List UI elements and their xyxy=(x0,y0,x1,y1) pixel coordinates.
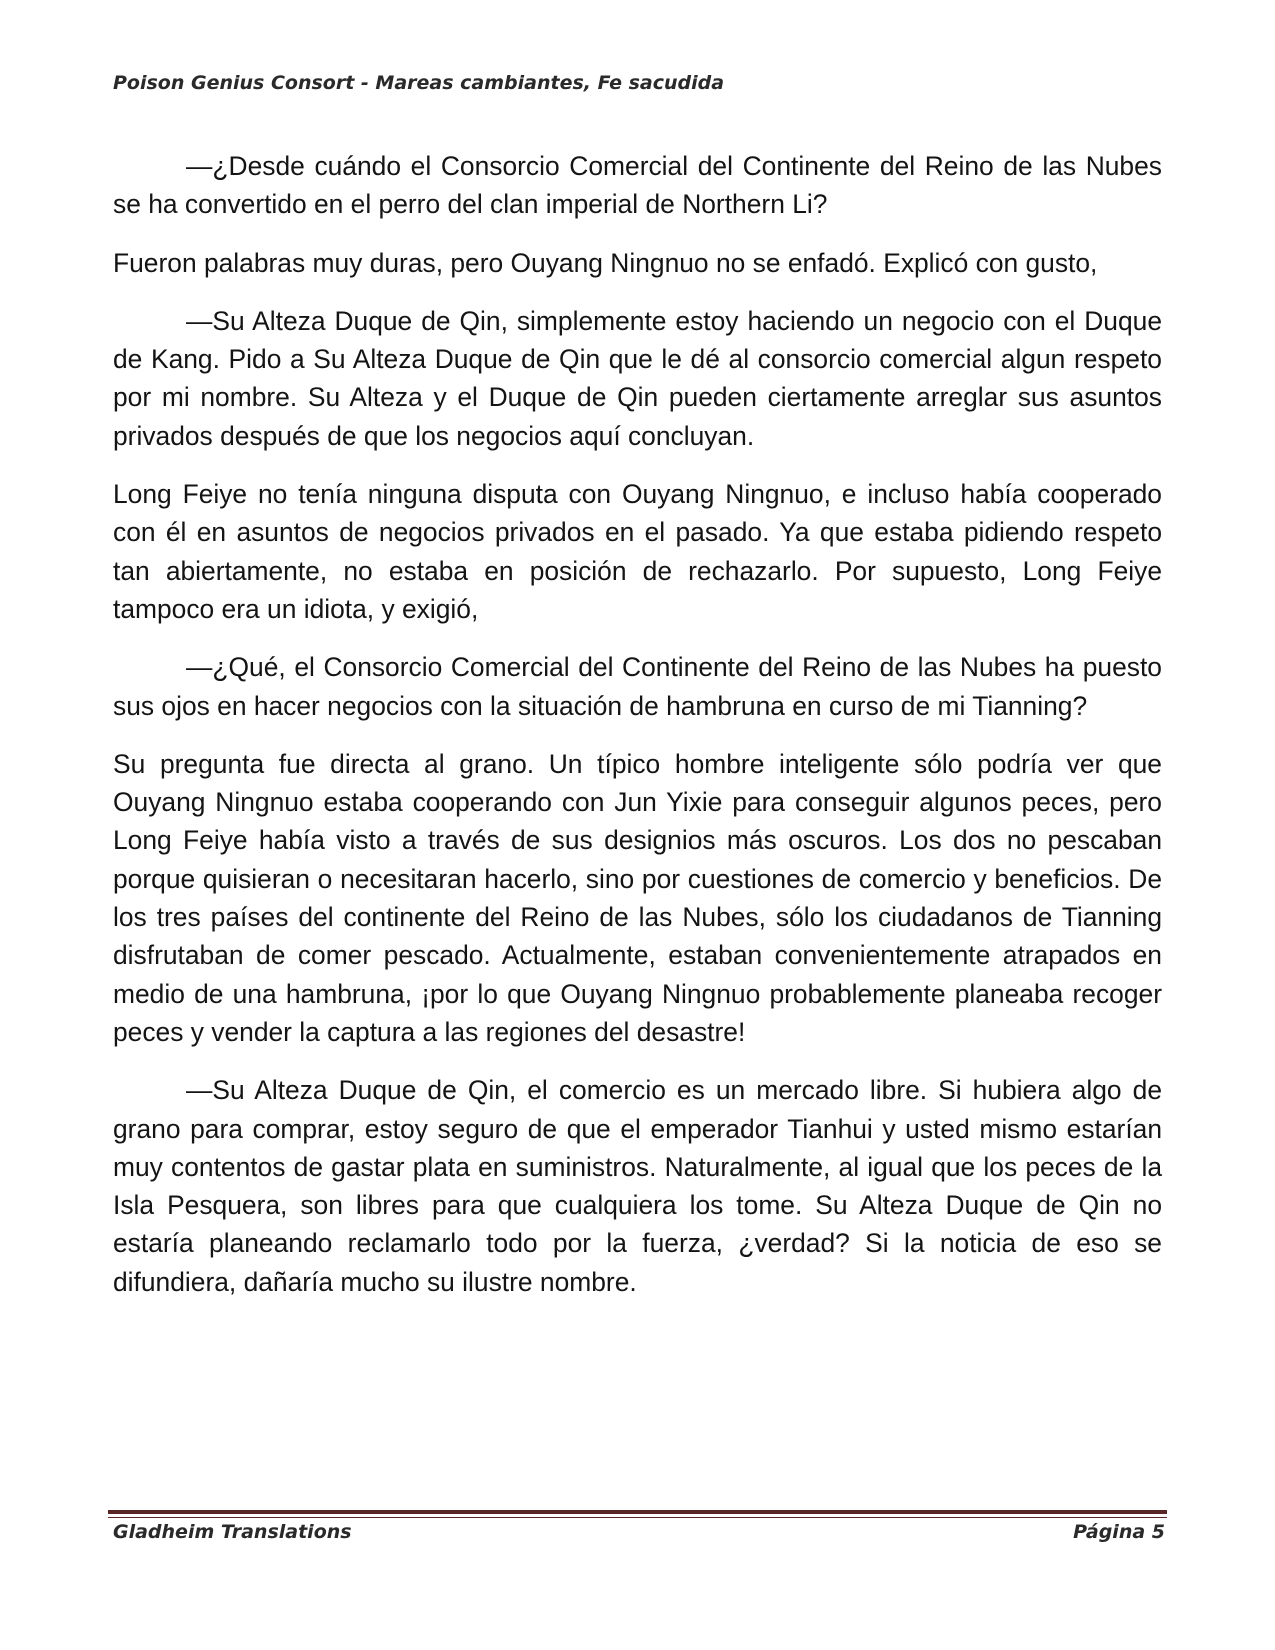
paragraph-narration: Su pregunta fue directa al grano. Un típico hombre inteligente sólo podría ver que Ouyang Ningnuo estaba cooperando con Jun Yixie para conseguir algunos peces, pero Long Feiye había visto a través de sus designios más oscuros. Los dos no pescaban porque quisieran o necesitaran hacerlo, sino por cuestiones de comercio y beneficios. De los tres países del continente del Reino de las Nubes, sólo los ciudadanos de Tianning disfrutaban de comer pescado. Actualmente, estaban convenientemente atrapados en medio de una hambruna, ¡por lo que Ouyang Ningnuo probablemente planeaba recoger peces y vender la captura a las regiones del desastre! xyxy=(113,748,1162,1047)
paragraph-narration: Long Feiye no tenía ninguna disputa con Ouyang Ningnuo, e incluso había cooperado con él en asuntos de negocios privados en el pasado. Ya que estaba pidiendo respeto tan abiertamente, no estaba en posición de rechazarlo. Por supuesto, Long Feiye tampoco era un idiota, y exigió, xyxy=(113,479,1162,624)
footer-divider-thin xyxy=(108,1517,1167,1518)
paragraph-dialogue: —Su Alteza Duque de Qin, el comercio es un mercado libre. Si hubiera algo de grano para comprar, estoy seguro de que el emperador Tianhui y usted mismo estarían muy contentos de gastar plata en suministros. Naturalmente, al igual que los peces de la Isla Pesquera, son libres para que cualquiera los tome. Su Alteza Duque de Qin no estaría planeando reclamarlo todo por la fuerza, ¿verdad? Si la noticia de eso se difundiera, dañaría mucho su ilustre nombre. xyxy=(113,1075,1162,1297)
footer-publisher: Gladheim Translations xyxy=(113,1521,352,1543)
footer-page-number: Página 5 xyxy=(1073,1521,1165,1543)
page-body xyxy=(113,147,1162,1321)
footer-divider-thick xyxy=(108,1510,1167,1514)
footer-divider xyxy=(108,1510,1167,1518)
paragraph-dialogue: —¿Qué, el Consorcio Comercial del Continente del Reino de las Nubes ha puesto sus ojos en hacer negocios con la situación de hambruna en curso de mi Tianning? xyxy=(113,652,1162,721)
paragraph-dialogue: —Su Alteza Duque de Qin, simplemente estoy haciendo un negocio con el Duque de Kang. Pido a Su Alteza Duque de Qin que le dé al consorcio comercial algun respeto por mi nombre. Su Alteza y el Duque de Qin pueden ciertamente arreglar sus asuntos privados después de que los negocios aquí concluyan. xyxy=(113,305,1162,451)
paragraph-narration: Fueron palabras muy duras, pero Ouyang Ningnuo no se enfadó. Explicó con gusto, xyxy=(113,247,1098,278)
running-header: Poison Genius Consort - Mareas cambiantes, Fe sacudida xyxy=(113,72,725,94)
paragraph-dialogue: —¿Desde cuándo el Consorcio Comercial del Continente del Reino de las Nubes se ha convertido en el perro del clan imperial de Northern Li? xyxy=(113,151,1162,220)
